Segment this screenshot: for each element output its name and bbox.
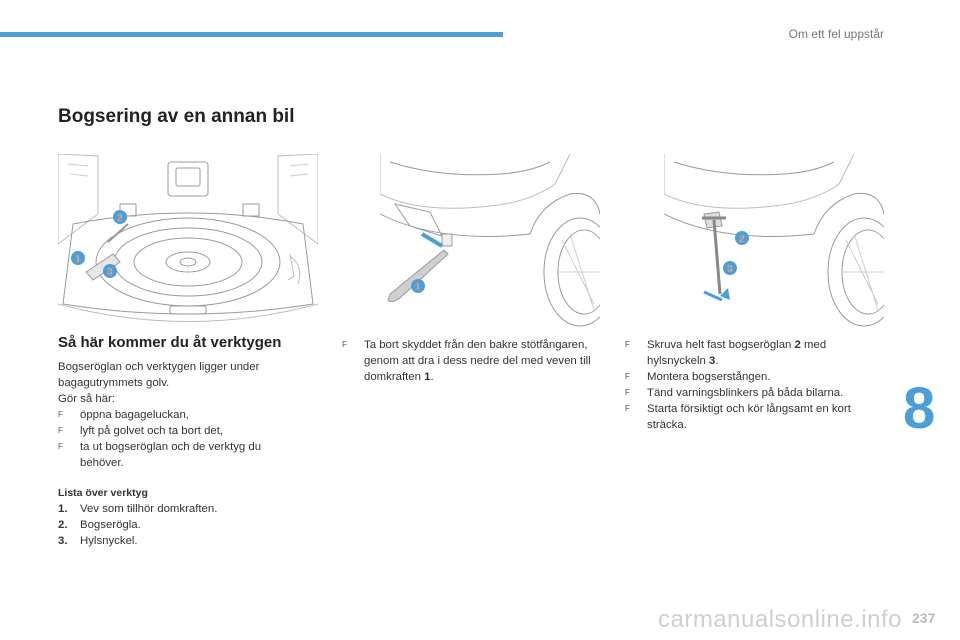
bullet-icon: F xyxy=(625,388,630,397)
how-text: Gör så här: xyxy=(58,393,115,405)
page-number: 237 xyxy=(912,610,936,626)
list-item: 2. Bogserögla. xyxy=(58,519,141,531)
list-item: F Skruva helt fast bogseröglan 2 med hylsnyckeln 3. xyxy=(625,339,827,367)
bullet-icon: F xyxy=(58,426,63,435)
callout-1-label: 1 xyxy=(415,282,421,293)
trunk-illustration xyxy=(58,154,318,328)
bullet-icon: F xyxy=(58,410,63,419)
callout-3-label: 3 xyxy=(107,267,113,278)
list-item: F ta ut bogseröglan och de verktyg du behöver. xyxy=(58,441,262,469)
middle-column xyxy=(342,337,597,385)
list-item: 3. Hylsnyckel. xyxy=(58,535,138,547)
chapter-number: 8 xyxy=(903,376,936,441)
right-column xyxy=(625,337,880,433)
bumper-removal-illustration xyxy=(380,154,600,328)
section-subtitle: Så här kommer du åt verktygen xyxy=(58,334,282,351)
bullet-icon: F xyxy=(342,340,347,349)
callout-2-label: 2 xyxy=(117,213,123,224)
list-item: 1. Vev som tillhör domkraften. xyxy=(58,503,218,515)
tool-list xyxy=(58,485,303,549)
bullet-icon: F xyxy=(625,404,630,413)
list-item: F öppna bagageluckan, xyxy=(58,409,189,421)
tool-list-heading: Lista över verktyg xyxy=(58,487,148,499)
bullet-icon: F xyxy=(625,372,630,381)
bullet-icon: F xyxy=(625,340,630,349)
top-accent-bar xyxy=(0,32,503,37)
bullet-icon: F xyxy=(58,442,63,451)
callout-1-label: 1 xyxy=(75,254,81,265)
callout-2-label: 2 xyxy=(739,234,745,245)
callout-3-label: 3 xyxy=(727,264,733,275)
intro-text: Bogseröglan och verktygen ligger under bagagutrymmets golv. xyxy=(58,361,260,389)
left-column xyxy=(58,359,303,549)
watermark: carmanualsonline.info xyxy=(658,606,902,633)
list-item: F Starta försiktigt och kör långsamt en kort sträcka. xyxy=(625,403,851,431)
chapter-title: Om ett fel uppstår xyxy=(788,27,884,41)
list-item: F Montera bogserstången. xyxy=(625,371,771,383)
page-title: Bogsering av en annan bil xyxy=(58,106,295,127)
list-item: F Tänd varningsblinkers på båda bilarna. xyxy=(625,387,844,399)
list-item: F lyft på golvet och ta bort det, xyxy=(58,425,224,437)
list-item: F Ta bort skyddet från den bakre stötfångaren, genom att dra i dess nedre del med veven till domkraften 1. xyxy=(342,339,591,383)
tow-eye-install-illustration xyxy=(664,154,884,328)
